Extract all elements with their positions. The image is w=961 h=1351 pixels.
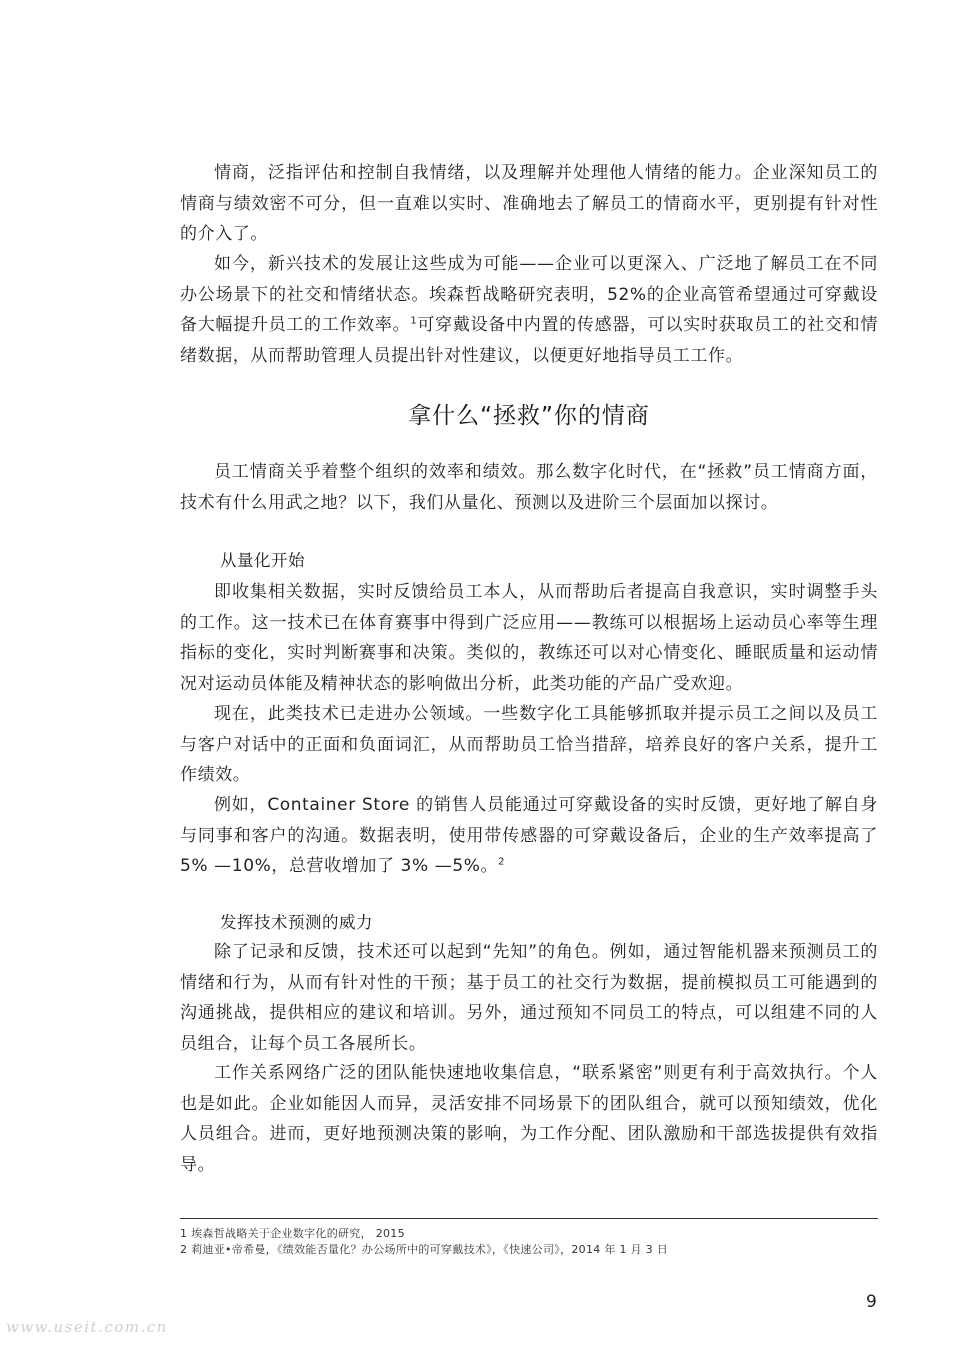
paragraph-quantify-2: 现在，此类技术已走进办公领域。一些数字化工具能够抓取并提示员工之间以及员工与客户对话中的正面和负面词汇，从而帮助员工恰当措辞，培养良好的客户关系，提升工作绩效。	[180, 704, 878, 785]
subheading-predict: 发挥技术预测的威力	[220, 913, 373, 932]
paragraph-new-tech-part-1: 如今，新兴技术的发展让这些成为可能——企业可以更深入、广泛地了解员工在不同办公场景下的社交和情绪状态。埃森哲战略研究表明，52%的企业高管希望通过可穿戴设备大幅提升员工的工作效率。	[180, 254, 878, 335]
paragraph-predict-1: 除了记录和反馈，技术还可以起到“先知”的角色。例如，通过智能机器来预测员工的情绪和行为，从而有针对性的干预；基于员工的社交行为数据，提前模拟员工可能遇到的沟通挑战，提供相应的建议和培训。另外，通过预知不同员工的特点，可以组建不同的人员组合，让每个员工各展所长。	[180, 942, 878, 1054]
page-number: 9	[866, 1292, 877, 1312]
paragraph-quantify-3	[180, 790, 878, 882]
footnote-ref-1: 1	[410, 315, 418, 327]
footnote-2: 2 莉迪亚•帝希曼，《绩效能否量化？办公场所中的可穿戴技术》，《快速公司》，2014 年 1 月 3 日	[180, 1243, 669, 1256]
footnote-1: 1 埃森哲战略关于企业数字化的研究， 2015	[180, 1227, 405, 1240]
subheading-quantify: 从量化开始	[220, 551, 305, 570]
watermark: www.useit.com.cn	[6, 1318, 168, 1336]
paragraph-predict-2: 工作关系网络广泛的团队能快速地收集信息，“联系紧密”则更有利于高效执行。个人也是如此。企业如能因人而异，灵活安排不同场景下的团队组合，就可以预知绩效，优化人员组合。进而，更好地预测决策的影响，为工作分配、团队激励和干部选拔提供有效指导。	[180, 1063, 878, 1175]
footnote-divider	[180, 1218, 878, 1219]
footnote-ref-2: 2	[498, 856, 506, 868]
paragraph-eq-definition: 情商，泛指评估和控制自我情绪，以及理解并处理他人情绪的能力。企业深知员工的情商与绩效密不可分，但一直难以实时、准确地去了解员工的情商水平，更别提有针对性的介入了。	[180, 163, 878, 244]
paragraph-quantify-1: 即收集相关数据，实时反馈给员工本人，从而帮助后者提高自我意识，实时调整手头的工作。这一技术已在体育赛事中得到广泛应用——教练可以根据场上运动员心率等生理指标的变化，实时判断赛事和决策。类似的，教练还可以对心情变化、睡眠质量和运动情况对运动员体能及精神状态的影响做出分析，此类功能的产品广受欢迎。	[180, 582, 878, 694]
section-intro: 员工情商关乎着整个组织的效率和绩效。那么数字化时代，在“拯救”员工情商方面，技术有什么用武之地？以下，我们从量化、预测以及进阶三个层面加以探讨。	[180, 462, 878, 513]
paragraph-new-tech	[180, 249, 878, 371]
section-heading: 拿什么“拯救”你的情商	[408, 403, 650, 429]
paragraph-new-tech-part-2: 可穿戴设备中内置的传感器，可以实时获取员工的社交和情绪数据，从而帮助管理人员提出针对性建议，以便更好地指导员工工作。	[180, 315, 878, 366]
paragraph-quantify-3-text: 例如，Container Store 的销售人员能通过可穿戴设备的实时反馈，更好地了解自身与同事和客户的沟通。数据表明，使用带传感器的可穿戴设备后，企业的生产效率提高了 5% —10%，总营收增加了 3% —5%。	[180, 795, 878, 876]
